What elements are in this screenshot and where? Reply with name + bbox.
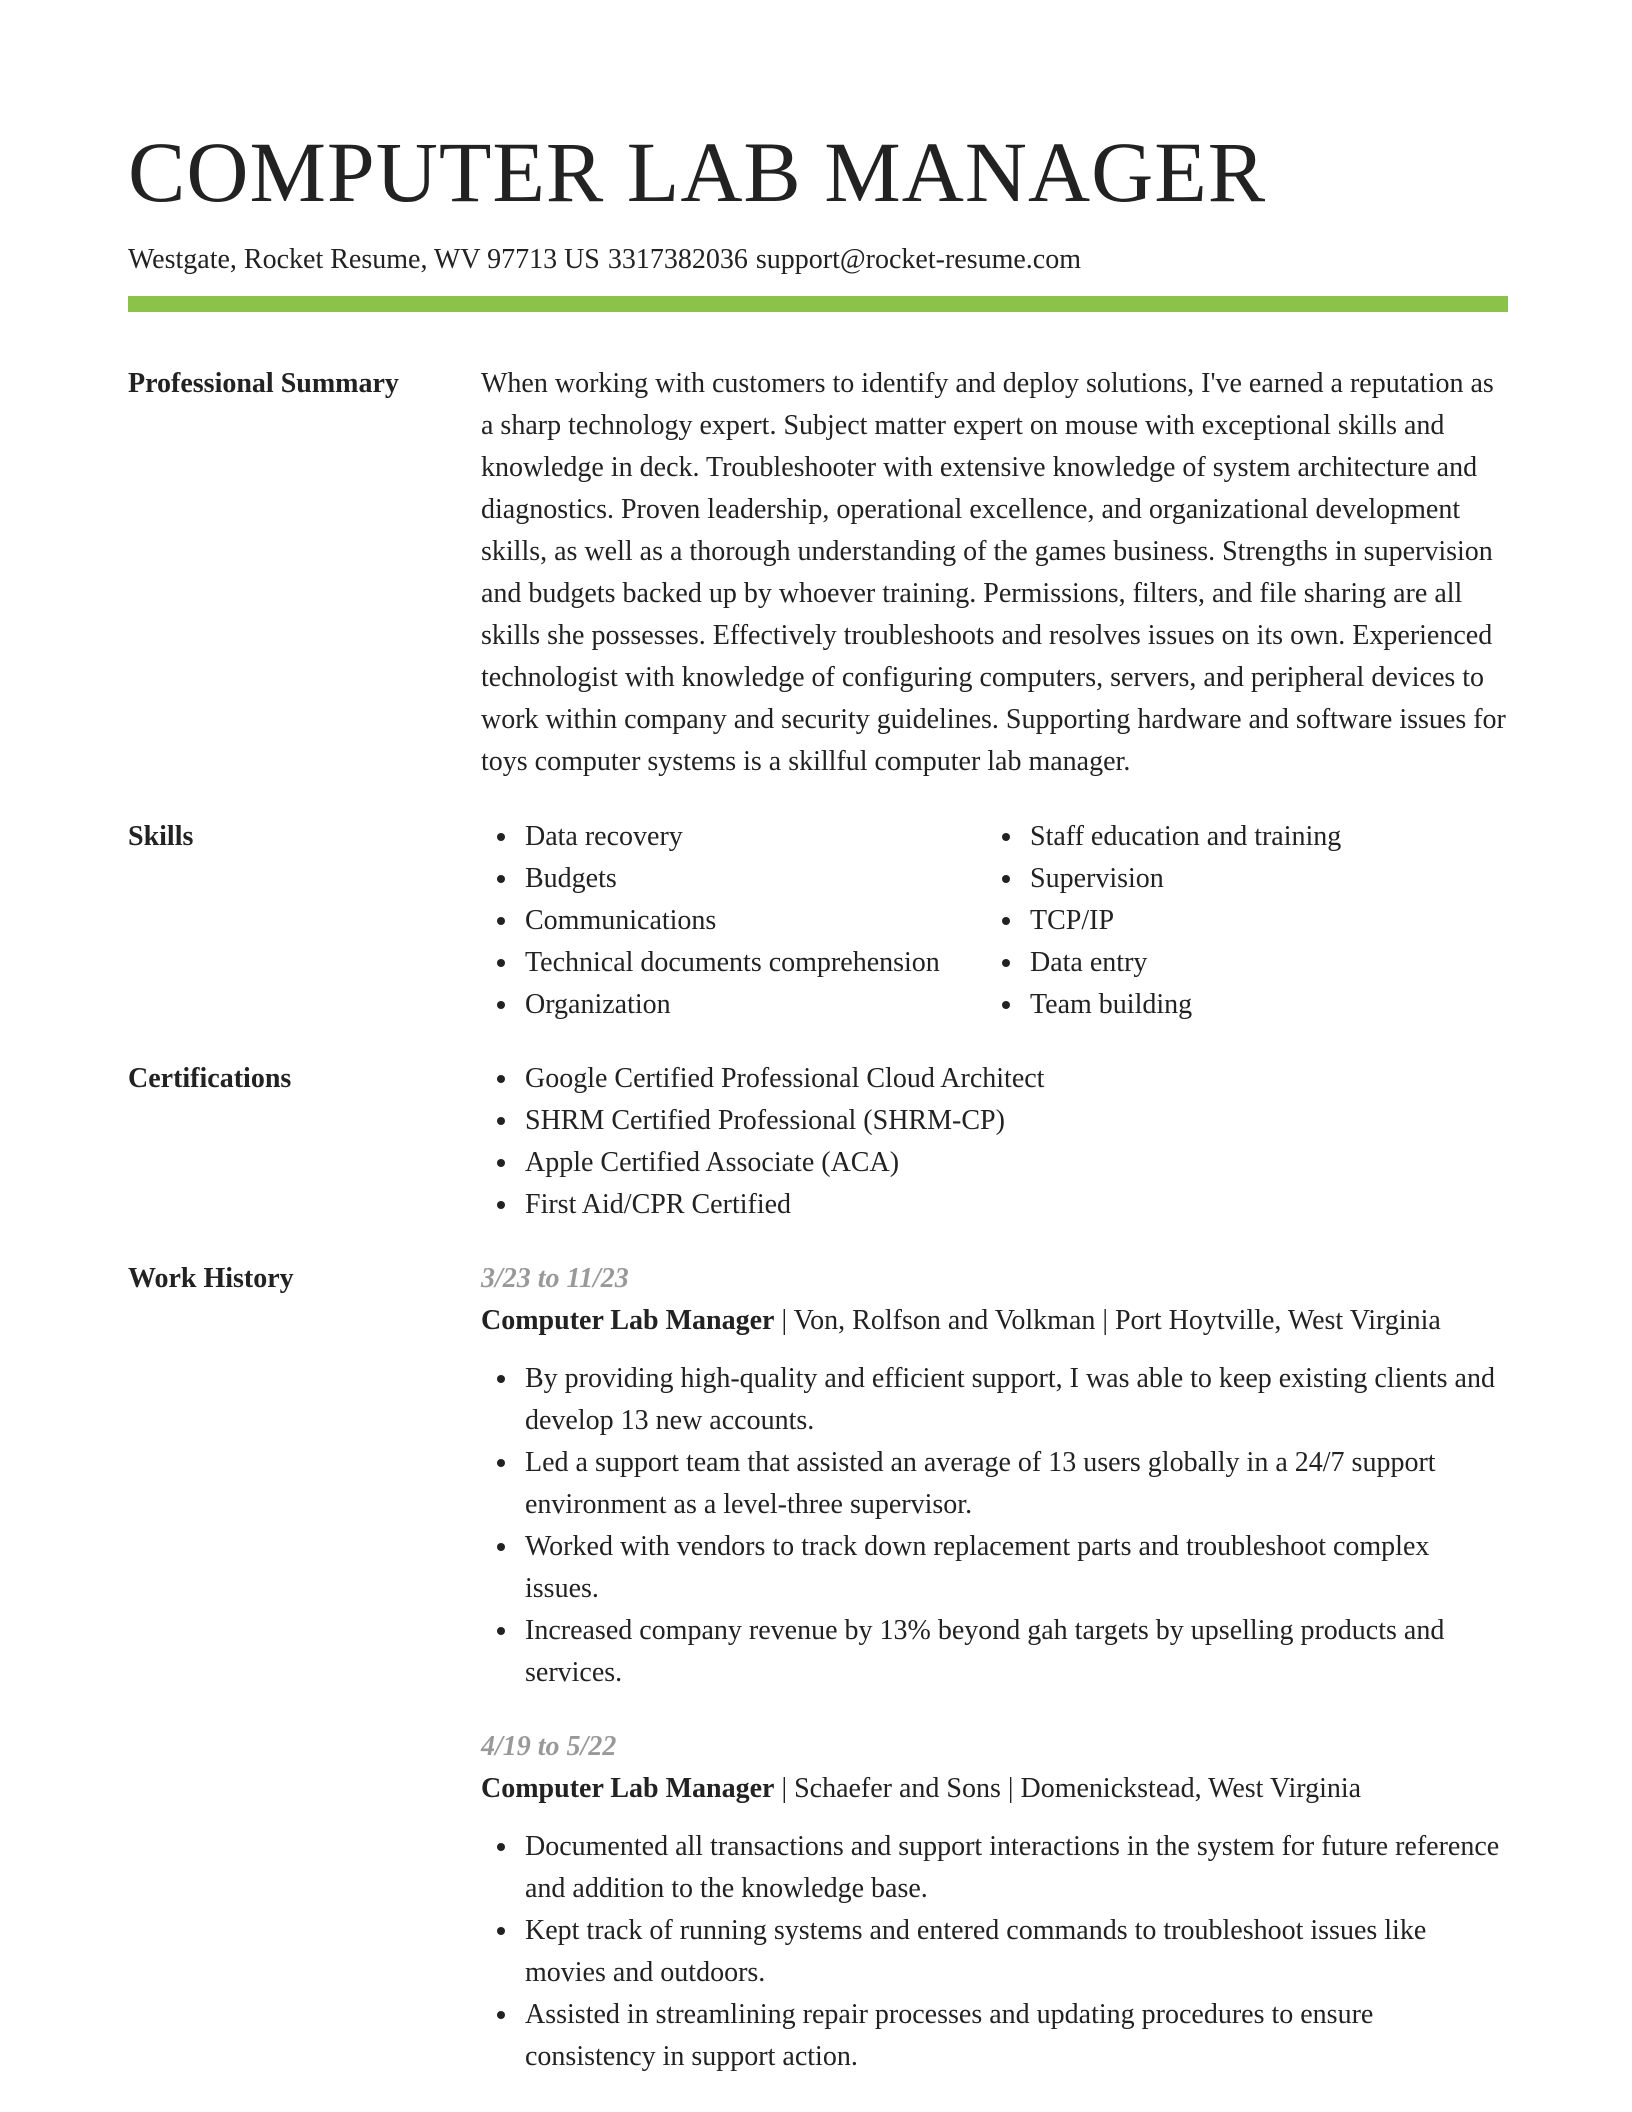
job-dates: 4/19 to 5/22 (481, 1731, 617, 1762)
certification-item: First Aid/CPR Certified (481, 1184, 1508, 1226)
skill-item: TCP/IP (986, 900, 1508, 942)
job-dates: 3/23 to 11/23 (481, 1263, 629, 1294)
work-history-section (128, 1258, 1508, 2078)
contact-line (128, 242, 1508, 278)
contact-email: support@rocket-resume.com (755, 244, 1082, 275)
job-company-location: | Schaefer and Sons | Domenickstead, West Virginia (774, 1773, 1362, 1804)
job-title: Computer Lab Manager (481, 1305, 775, 1336)
job-bullets (481, 1358, 1508, 1694)
job-bullet: Worked with vendors to track down replacement parts and troubleshoot complex issues. (481, 1526, 1508, 1610)
job-bullet: Assisted in streamlining repair processes and updating procedures to ensure consistency in support action. (481, 1994, 1508, 2078)
skill-item: Team building (986, 984, 1508, 1026)
certifications-list (481, 1058, 1508, 1226)
certification-item: Apple Certified Associate (ACA) (481, 1142, 1508, 1184)
certification-item: SHRM Certified Professional (SHRM-CP) (481, 1100, 1508, 1142)
skill-item: Data recovery (481, 816, 986, 858)
skill-item: Staff education and training (986, 816, 1508, 858)
skills-label: Skills (128, 821, 194, 852)
certifications-section (128, 1058, 1508, 1226)
skill-item: Technical documents comprehension (481, 942, 986, 984)
work-history-label: Work History (128, 1263, 294, 1294)
resume-page (128, 0, 1508, 2078)
contact-address: Westgate, Rocket Resume, WV 97713 US (128, 244, 600, 275)
contact-phone: 3317382036 (607, 244, 748, 275)
skill-item: Supervision (986, 858, 1508, 900)
job-entry (481, 1258, 1508, 1694)
skills-list-right (986, 816, 1508, 1026)
job-entry (481, 1726, 1508, 2078)
job-bullet: Led a support team that assisted an average of 13 users globally in a 24/7 support environment as a level-three supervisor. (481, 1442, 1508, 1526)
skills-section (128, 816, 1508, 1026)
skill-item: Organization (481, 984, 986, 1026)
header-divider (128, 296, 1508, 312)
certifications-label: Certifications (128, 1063, 292, 1094)
job-bullet: Increased company revenue by 13% beyond gah targets by upselling products and services. (481, 1610, 1508, 1694)
summary-text: When working with customers to identify and deploy solutions, I've earned a reputation as a sharp technology expert. Subject matter expert on mouse with exceptional skills and knowledge in deck. Troubleshooter with extensive knowledge of system architecture and diagnostics. Proven leadership, operational excellence, and organizational development skills, as well as a thorough understanding of the games business. Strengths in supervision and budgets backed up by whoever training. Permissions, filters, and file sharing are all skills she possesses. Effectively troubleshoots and resolves issues on its own. Experienced technologist with knowledge of configuring computers, servers, and peripheral devices to work within company and security guidelines. Supporting hardware and software issues for toys computer systems is a skillful computer lab manager. (481, 368, 1506, 777)
job-bullets (481, 1826, 1508, 2078)
resume-name-heading: COMPUTER LAB MANAGER (128, 124, 1267, 220)
skill-item: Communications (481, 900, 986, 942)
skill-item: Data entry (986, 942, 1508, 984)
job-bullet: Kept track of running systems and entered commands to troubleshoot issues like movies and outdoors. (481, 1910, 1508, 1994)
job-bullet: By providing high-quality and efficient support, I was able to keep existing clients and develop 13 new accounts. (481, 1358, 1508, 1442)
job-title: Computer Lab Manager (481, 1773, 775, 1804)
job-bullet: Documented all transactions and support interactions in the system for future reference and addition to the knowledge base. (481, 1826, 1508, 1910)
summary-section (128, 363, 1508, 783)
summary-label: Professional Summary (128, 368, 399, 399)
job-company-location: | Von, Rolfson and Volkman | Port Hoytville, West Virginia (774, 1305, 1441, 1336)
job-title-line (481, 1768, 1508, 1810)
skill-item: Budgets (481, 858, 986, 900)
certification-item: Google Certified Professional Cloud Architect (481, 1058, 1508, 1100)
job-title-line (481, 1300, 1508, 1342)
skills-list-left (481, 816, 986, 1026)
